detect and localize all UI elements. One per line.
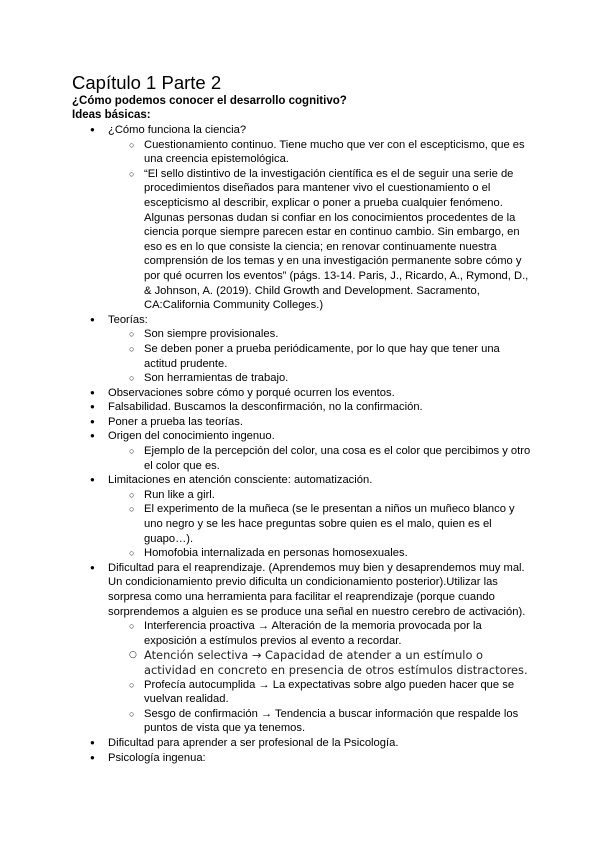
sub-list-item: ○ Sesgo de confirmación → Tendencia a buscar información que respalde los puntos de vista que ya tenemos. xyxy=(108,707,532,736)
sub-list-item: ○ Run like a girl. xyxy=(108,488,532,503)
sub-list-item: ○ Ejemplo de la percepción del color, una cosa es el color que percibimos y otro el color que es. xyxy=(108,444,532,473)
list-item xyxy=(72,386,532,401)
page-title: Capítulo 1 Parte 2 xyxy=(72,72,222,93)
list-item-text: Dificultad para el reaprendizaje. (Aprendemos muy bien y desaprendemos muy mal. Un condicionamiento previo dificulta un condicionamiento posterior).Utilizar las sorpresa como una herramienta para facilitar el reaprendizaje (porque cuando sorprendemos a alguien es se produce una señal en nuestro cerebro de activación). xyxy=(108,561,526,618)
main-bullet-list xyxy=(72,123,532,765)
sub-list-item: ○ Son siempre provisionales. xyxy=(108,327,532,342)
list-item-text: Dificultad para aprender a ser profesional de la Psicología. xyxy=(108,736,399,749)
sub-list xyxy=(108,444,532,473)
list-item-text: ¿Cómo funciona la ciencia? xyxy=(108,124,247,136)
sub-list xyxy=(108,619,532,736)
list-item-text: Teorías: xyxy=(108,313,148,326)
sub-list-item: ○ Homofobia internalizada en personas homosexuales. xyxy=(108,546,532,561)
sub-list-item: ○ Son herramientas de trabajo. xyxy=(108,371,532,386)
sub-list-item: ○ Interferencia proactiva → Alteración de la memoria provocada por la exposición a estímulos previos al evento a recordar. xyxy=(108,619,532,648)
section-question: ¿Cómo podemos conocer el desarrollo cognitivo? xyxy=(72,95,347,107)
sub-list-item: ○ Cuestionamiento continuo. Tiene mucho que ver con el escepticismo, que es una creencia epistemológica. xyxy=(108,138,532,167)
list-item xyxy=(72,400,532,415)
sub-list xyxy=(108,327,532,385)
list-item xyxy=(72,473,532,561)
list-item xyxy=(72,123,532,313)
sub-list-item: ○ El experimento de la muñeca (se le presentan a niños un muñeco blanco y uno negro y se les hace preguntas sobre quien es el malo, quien es el guapo…). xyxy=(108,502,532,546)
sub-list xyxy=(108,488,532,561)
ideas-heading: Ideas básicas: xyxy=(72,109,151,121)
list-item-text: Psicología ingenua: xyxy=(108,751,206,764)
list-item xyxy=(72,561,532,736)
list-item-text: Poner a prueba las teorías. xyxy=(108,415,243,428)
list-item-text: Origen del conocimiento ingenuo. xyxy=(108,430,275,443)
list-item-text: Limitaciones en atención consciente: automatización. xyxy=(108,474,373,487)
sub-list-item: ○ “El sello distintivo de la investigación científica es el de seguir una serie de procedimientos diseñados para mantener vivo el cuestionamiento o el escepticismo al describir, explicar o poner a prueba cualquier fenómeno. Algunas personas dudan si confiar en los conocimientos procedentes de la ciencia porque siempre parecen estar en continuo cambio. Sin embargo, en eso es en lo que consiste la ciencia; en renovar continuamente nuestra comprensión de los temas y en una investigación permanente sobre cómo y por qué ocurren los eventos” (págs. 13-14. Paris, J., Ricardo, A., Rymond, D., & Johnson, A. (2019). Child Growth and Development. Sacramento, CA:California Community Colleges.) xyxy=(108,167,532,313)
sub-list-item: ○ Se deben poner a prueba periódicamente, por lo que hay que tener una actitud prudente. xyxy=(108,342,532,371)
list-item xyxy=(72,751,532,766)
list-item xyxy=(72,313,532,386)
sub-list xyxy=(108,138,532,313)
sub-list-item: ○ Atención selectiva → Capacidad de atender a un estímulo o actividad en concreto en presencia de otros estímulos distractores. xyxy=(108,648,532,677)
list-item xyxy=(72,415,532,430)
list-item-text: Falsabilidad. Buscamos la desconfirmación, no la confirmación. xyxy=(108,401,423,414)
list-item xyxy=(72,429,532,473)
sub-list-item: ○ Profecía autocumplida → La expectativas sobre algo pueden hacer que se vuelvan realidad. xyxy=(108,678,532,707)
list-item xyxy=(72,736,532,751)
list-item-text: Observaciones sobre cómo y porqué ocurren los eventos. xyxy=(108,386,395,399)
